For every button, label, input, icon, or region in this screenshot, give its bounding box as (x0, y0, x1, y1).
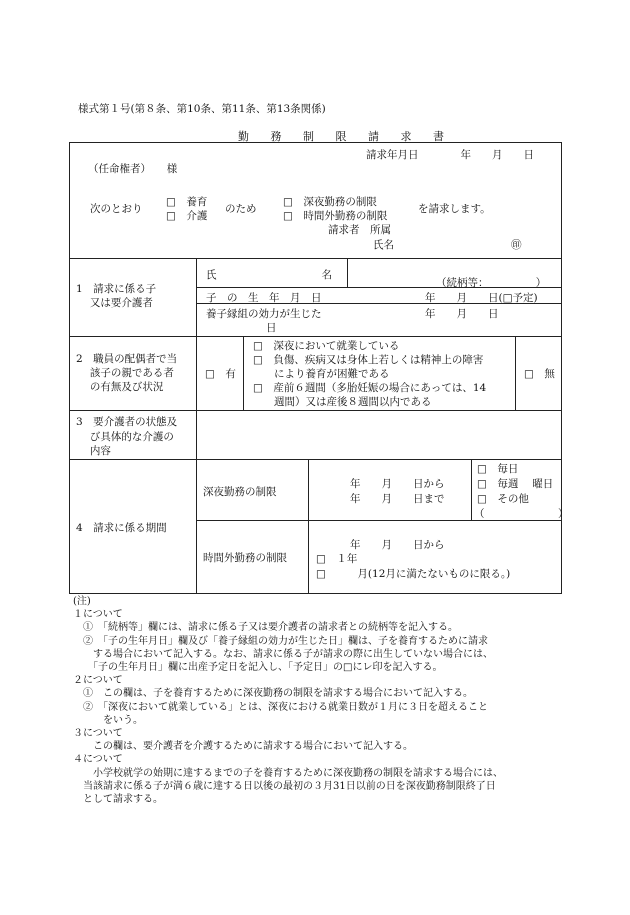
requester-name: 氏名 (373, 239, 394, 251)
overtime-months[interactable]: □ 月(12月に満たないものに限る。) (316, 568, 511, 580)
option-childcare[interactable]: □ 養育 (166, 196, 208, 208)
birthdate-label: 子 の 生 年 月 日 (206, 292, 322, 304)
sec2-label-line3: の有無及び状況 (76, 381, 164, 393)
note-line: ４について (73, 754, 123, 766)
option-nursing[interactable]: □ 介護 (166, 210, 208, 222)
col-divider-sec2-b (515, 336, 516, 410)
seal-mark: ㊞ (511, 239, 522, 251)
sec1-label-line1: 1 請求に係る子 (76, 283, 157, 295)
appointer: （任命権者） 様 (88, 163, 178, 175)
col-divider-sec4-b (471, 459, 472, 520)
note-line: 「子の生年月日」欄に出産予定日を記入し、「予定日」の□にレ印を記入する。 (73, 662, 443, 674)
col-divider-sec2-a (243, 336, 244, 410)
sec2-label-line2: 該子の親である者 (76, 367, 174, 379)
adoption-value[interactable]: 年 月 日 (425, 308, 499, 320)
requester-affiliation: 請求者 所属 (328, 224, 391, 236)
note-line: ① この欄は、子を養育するために深夜勤務の制限を請求する場合において記入する。 (73, 688, 473, 700)
option-night-restriction[interactable]: □ 深夜勤務の制限 (283, 196, 377, 208)
col-divider-sec1 (347, 258, 348, 287)
note-line: として請求する。 (73, 794, 163, 806)
request-date: 請求年月日 年 月 日 (366, 149, 534, 161)
row-divider-1 (69, 258, 562, 259)
spouse-condition-3[interactable]: □ 産前６週間（多胎妊娠の場合にあっては、14 (253, 382, 487, 394)
row-divider-3 (69, 410, 562, 411)
note-line: １について (73, 609, 123, 621)
note-line: ② 「子の生年月日」欄及び「養子縁組の効力が生じた日」欄は、子を養育するために請求 (73, 635, 488, 647)
name-label: 氏 名 (206, 269, 332, 281)
note-line: この欄は、要介護者を介護するために請求する場合において記入する。 (73, 741, 413, 753)
freq-other[interactable]: □ その他 (477, 493, 529, 505)
night-restriction-label: 深夜勤務の制限 (203, 486, 277, 498)
birthdate-value[interactable]: 年 月 日(□予定) (425, 292, 538, 304)
for-text: のため (225, 203, 257, 215)
sec4-label: 4 請求に係る期間 (76, 522, 167, 534)
note-line: ② 「深夜において就業している」とは、深夜における就業日数が１月に３日を超えること (73, 701, 488, 713)
sec3-label-line3: 内容 (76, 445, 111, 457)
form-number: 様式第１号(第８条、第10条、第11条、第13条関係) (78, 103, 326, 115)
note-line: をいう。 (73, 714, 143, 726)
spouse-yes-option[interactable]: □ 有 (205, 368, 236, 380)
note-line: ① 「続柄等」欄には、請求に係る子又は要介護者の請求者との続柄等を記入する。 (73, 622, 458, 634)
note-line: 小学校就学の始期に達するまでの子を養育するために深夜勤務の制限を請求する場合には、 (73, 767, 503, 779)
spouse-condition-2[interactable]: □ 負傷、疾病又は身体上若しくは精神上の障害 (253, 354, 484, 366)
note-line: する場合において記入する。なお、請求に係る子が請求の際に出生していない場合には、 (73, 648, 493, 660)
freq-weekly[interactable]: □ 毎週 曜日 (477, 478, 554, 490)
sec3-label-line2: び具体的な介護の (76, 431, 174, 443)
sec2-label-line1: 2 職員の配偶者で当 (76, 353, 178, 365)
request-text: を請求します。 (418, 203, 491, 215)
page-title: 勤 務 制 限 請 求 書 (238, 130, 453, 143)
night-from-date[interactable]: 年 月 日から (350, 478, 445, 490)
sec1-label-line2: 又は要介護者 (76, 297, 153, 309)
note-line: ２について (73, 675, 123, 687)
freq-daily[interactable]: □ 毎日 (477, 463, 519, 475)
spouse-no-option[interactable]: □ 無 (524, 368, 555, 380)
night-to-date[interactable]: 年 月 日まで (350, 493, 445, 505)
option-overtime-restriction[interactable]: □ 時間外勤務の制限 (283, 210, 388, 222)
spouse-condition-1[interactable]: □ 深夜において就業している (253, 340, 400, 352)
adoption-label: 養子縁組の効力が生じた (206, 308, 322, 320)
notes-block (73, 595, 503, 806)
overtime-one-year[interactable]: □ １年 (316, 553, 358, 565)
row-divider-2 (69, 336, 562, 337)
row-divider-4 (69, 459, 562, 460)
col-divider-main (196, 258, 197, 594)
note-line: 当該請求に係る子が満６歳に達する日以後の最初の３月31日以前の日を深夜勤務制限終了日 (73, 780, 496, 792)
overtime-restriction-label: 時間外勤務の制限 (203, 552, 287, 564)
spouse-condition-3b: 週間）又は産後８週間以内である (253, 396, 432, 408)
lead-text: 次のとおり (90, 203, 143, 215)
sec3-label-line1: 3 要介護者の状態及 (76, 416, 178, 428)
col-divider-sec4-a (308, 459, 309, 594)
spouse-condition-2b: により養育が困難である (253, 368, 390, 380)
freq-other-field[interactable]: （ ） (474, 508, 569, 520)
note-line: (注) (73, 596, 91, 607)
note-line: ３について (73, 728, 123, 740)
overtime-from-date[interactable]: 年 月 日から (350, 539, 445, 551)
relation-field[interactable]: （続柄等： ） (436, 277, 547, 289)
adoption-label-2: 日 (266, 322, 277, 334)
